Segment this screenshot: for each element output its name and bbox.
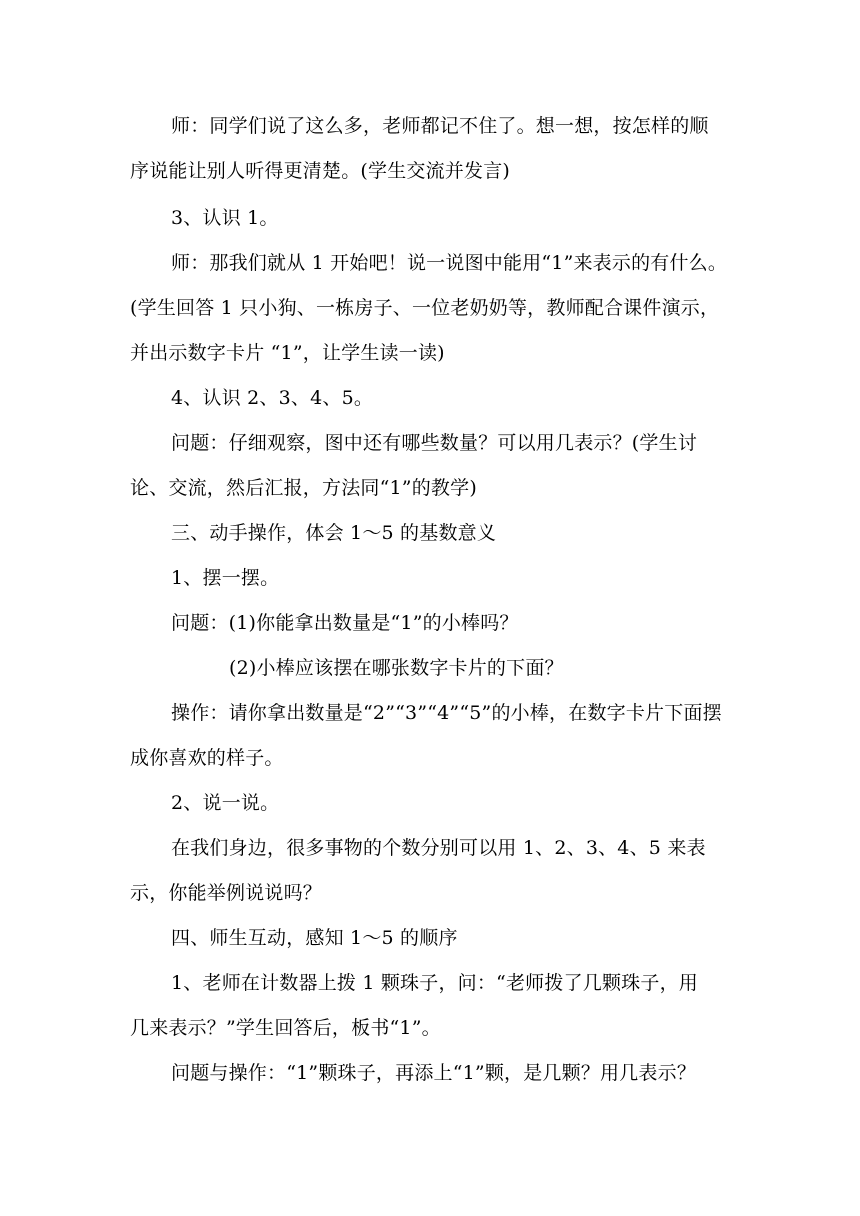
paragraph-line: 问题：(1)你能拿出数量是“1”的小棒吗？	[171, 612, 519, 634]
section-heading: 3、认识 1。	[171, 207, 279, 229]
paragraph-line: 在我们身边，很多事物的个数分别可以用 1、2、3、4、5 来表	[171, 837, 706, 859]
paragraph-line: 成你喜欢的样子。	[130, 747, 284, 769]
section-heading: 三、动手操作，体会 1～5 的基数意义	[171, 522, 497, 544]
paragraph-line: 1、老师在计数器上拨 1 颗珠子，问：“老师拨了几颗珠子，用	[171, 972, 698, 994]
section-heading: 4、认识 2、3、4、5。	[171, 387, 374, 409]
paragraph-line: 论、交流，然后汇报，方法同“1”的教学)	[130, 477, 477, 499]
paragraph-line: (学生回答 1 只小狗、一栋房子、一位老奶奶等，教师配合课件演示，	[130, 297, 720, 319]
paragraph-line: 问题与操作：“1”颗珠子，再添上“1”颗，是几颗？用几表示？	[171, 1062, 697, 1084]
paragraph-line: 问题：仔细观察，图中还有哪些数量？可以用几表示？(学生讨	[171, 432, 698, 454]
paragraph-line: 师：同学们说了这么多，老师都记不住了。想一想，按怎样的顺	[171, 115, 709, 137]
paragraph-line: 示，你能举例说说吗？	[130, 882, 323, 904]
paragraph-line: 序说能让别人听得更清楚。(学生交流并发言)	[130, 160, 511, 182]
section-heading: 1、摆一摆。	[171, 567, 280, 589]
section-heading: 四、师生互动，感知 1～5 的顺序	[171, 927, 458, 949]
paragraph-line: 几来表示？”学生回答后，板书“1”。	[130, 1017, 441, 1039]
paragraph-line: (2)小棒应该摆在哪张数字卡片的下面？	[229, 657, 564, 679]
paragraph-line: 师：那我们就从 1 开始吧！说一说图中能用“1”来表示的有什么。	[171, 252, 728, 274]
paragraph-line: 并出示数字卡片 “1”，让学生读一读)	[130, 342, 445, 364]
paragraph-line: 操作：请你拿出数量是“2”“3”“4”“5”的小棒，在数字卡片下面摆	[171, 702, 722, 724]
section-heading: 2、说一说。	[171, 792, 280, 814]
